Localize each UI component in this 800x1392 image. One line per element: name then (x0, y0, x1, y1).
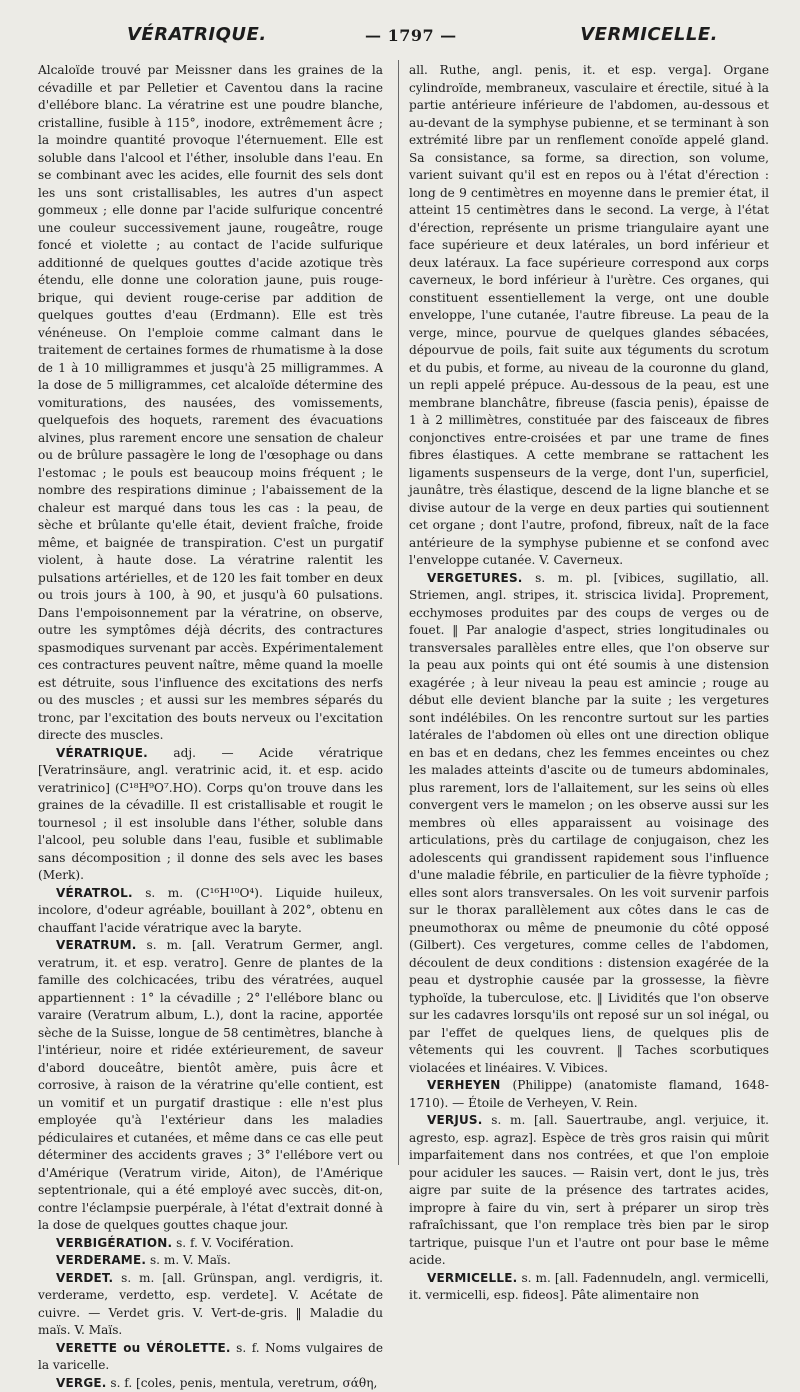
headword: VERJUS. (427, 1113, 483, 1127)
entry-continuation: Alcaloïde trouvé par Meissner dans les graines de la cévadille et par Pelletier et Caventou dans la racine d'ellébore blanc. La vératrine est une poudre blanche, cristalline, fusible à 115°, inodore, extrêmement âcre ; la moindre quantité provoque l'éternuement. Elle est soluble dans l'alcool et l'éther, insoluble dans l'eau. En se combinant avec les acides, elle fournit des sels dont les uns sont cristallisables, les autres d'un aspect gommeux ; elle donne par l'acide sulfurique concentré une couleur successivement jaune, rougeâtre, rouge foncé et violette ; au contact de l'acide sulfurique additionné de quelques gouttes d'acide azotique très étendu, elle donne une coloration jaune, puis rouge-brique, qui devient rouge-cerise par addition de quelques gouttes d'eau (Erdmann). Elle est très vénéneuse. On l'emploie comme calmant dans le traitement de certaines formes de rhumatisme à la dose de 1 à 10 milligrammes et jusqu'à 25 milligrammes. A la dose de 5 milligrammes, cet alcaloïde détermine des vomiturations, des nausées, des vomissements, quelquefois des hoquets, rarement des évacuations alvines, plus rarement encore une sensation de chaleur ou de brûlure passagère le long de l'œsophage ou dans l'estomac ; le pouls est beaucoup moins fréquent ; le nombre des respirations diminue ; l'abaissement de la chaleur est marqué dans tous les cas : la peau, de sèche et brûlante qu'elle était, devient fraîche, froide même, et baignée de transpiration. C'est un purgatif violent, à haute dose. La vératrine ralentit les pulsations artérielles, et de 120 les fait tomber en deux ou trois jours à 100, à 90, et jusqu'à 60 pulsations. Dans l'empoisonnement par la vératrine, on observe, outre les symptômes déjà décrits, des contractures spasmodiques survenant par accès. Expérimentalement ces contractures peuvent naître, même quand la moelle est détruite, sous l'influence des excitations des nerfs ou des muscles ; et aussi sur les membres séparés du tronc, par l'excitation des bouts nerveux ou l'excitation directe des muscles. (38, 62, 383, 745)
entry-vergetures: VERGETURES. s. m. pl. [vibices, sugillatio, all. Striemen, angl. stripes, it. striscica livida]. Proprement, ecchymoses produites par des coups de verges ou de fouet. ‖ Par analogie d'aspect, stries longitudinales ou transversales parallèles entre elles, que l'on observe sur la peau aux points qui ont été soumis à une distension exagérée ; à leur niveau la peau est amincie ; rouge au début elle devient blanche par la suite ; les vergetures sont indélébiles. On les rencontre surtout sur les parties latérales de l'abdomen où elles ont une direction oblique en bas et en dedans, chez les femmes enceintes ou chez les malades atteints d'ascite ou de tumeurs abdominales, plus rarement, lors de l'allaitement, sur les seins où elles convergent vers le mamelon ; on les observe aussi sur les membres où elles apparaissent au voisinage des articulations, près du cartilage de conjugaison, chez les adolescents qui grandissent rapidement sous l'influence d'une maladie fébrile, en particulier de la fièvre typhoïde ; elles sont alors transversales. On les voit survenir parfois sur le thorax parallèlement aux côtes dans le cas de pneumothorax ou même de pneumonie du côté opposé (Gilbert). Ces vergetures, comme celles de l'abdomen, découlent de deux conditions : distension exagérée de la peau et dystrophie causée par la grossesse, la fièvre typhoïde, la tuberculose, etc. ‖ Lividités que l'on observe sur les cadavres lorsqu'ils ont reposé sur un sol inégal, ou par l'effet de quelques liens, de quelques plis de vêtements qui les couvrent. ‖ Taches scorbutiques violacées et linéaires. V. Vibices. (409, 570, 769, 1078)
entry-verette: VERETTE ou VÉROLETTE. s. f. Noms vulgaires de la varicelle. (38, 1340, 383, 1375)
entry-veratrum: VERATRUM. s. m. [all. Veratrum Germer, angl. veratrum, it. et esp. veratro]. Genre de plantes de la famille des colchicacées, tribu des vératrées, auquel appartiennent : 1° la cévadille ; 2° l'ellébore blanc ou varaire (Veratrum album, L.), dont la racine, apportée sèche de la Suisse, longue de 58 centimètres, blanche à l'intérieur, noire et ridée extérieurement, de saveur d'abord douceâtre, bientôt amère, puis âcre et corrosive, à raison de la vératrine qu'elle contient, est un vomitif et un purgatif drastique : elle n'est plus employée qu'à l'extérieur dans les maladies pédiculaires et cutanées, et même dans ce cas elle peut déterminer des accidents graves ; 3° l'ellébore vert ou d'Amérique (Veratrum viride, Aiton), de l'Amérique septentrionale, qui a été employé avec succès, dit-on, contre l'éclampsie puerpérale, à l'état d'extrait donné à la dose de quelques gouttes chaque jour. (38, 937, 383, 1235)
headword: VERGETURES. (427, 571, 523, 585)
entry-veratrol: VÉRATROL. s. m. (C¹⁶H¹⁰O⁴). Liquide huileux, incolore, d'odeur agréable, bouillant à 202°, obtenu en chauffant l'acide vératrique avec la baryte. (38, 885, 383, 938)
entry-vermicelle: VERMICELLE. s. m. [all. Fadennudeln, angl. vermicelli, it. vermicelli, esp. fideos]. Pâte alimentaire non (409, 1270, 769, 1305)
headword: VERETTE ou VÉROLETTE. (56, 1341, 231, 1355)
headword: VERDERAME. (56, 1253, 146, 1267)
headword: VERMICELLE. (427, 1271, 517, 1285)
entry-veratrique: VÉRATRIQUE. adj. — Acide vératrique [Veratrinsäure, angl. veratrinic acid, it. et esp. acido veratrinico] (C¹⁸H⁹O⁷.HO). Corps qu'on trouve dans les graines de la cévadille. Il est cristallisable et rougit le tournesol ; il est insoluble dans l'éther, soluble dans l'alcool, peu soluble dans l'eau, fusible et sublimable sans décomposition ; il donne des sels avec les bases (Merk). (38, 745, 383, 885)
headword: VERDET. (56, 1271, 113, 1285)
header-right-headword: VERMICELLE. (580, 24, 718, 45)
header-left-headword: VÉRATRIQUE. (127, 24, 267, 45)
entry-verjus: VERJUS. s. m. [all. Sauertraube, angl. verjuice, it. agresto, esp. agraz]. Espèce de très gros raisin qui mûrit imparfaitement dans nos contrées, et que l'on emploie pour aciduler les sauces. — Raisin vert, dont le jus, très aigre par suite de la présence des tartrates acides, impropre à faire du vin, sert à préparer un sirop très rafraîchissant, que l'on remplace très bien par le sirop tartrique, puisque l'un et l'autre ont pour base le même acide. (409, 1112, 769, 1270)
running-header (105, 24, 718, 54)
headword: VÉRATRIQUE. (56, 746, 148, 760)
entry-verdet: VERDET. s. m. [all. Grünspan, angl. verdigris, it. verderame, verdetto, esp. verdete]. V. Acétate de cuivre. — Verdet gris. V. Vert-de-gris. ‖ Maladie du maïs. V. Maïs. (38, 1270, 383, 1340)
entry-verheyen: VERHEYEN (Philippe) (anatomiste flamand, 1648-1710). — Étoile de Verheyen, V. Rein. (409, 1077, 769, 1112)
page-number: — 1797 — (365, 26, 457, 45)
headword: VERBIGÉRATION. (56, 1236, 172, 1250)
entry-verge: VERGE. s. f. [coles, penis, mentula, veretrum, σάθη, (38, 1375, 383, 1392)
headword: VERHEYEN (427, 1078, 501, 1092)
entry-continuation: all. Ruthe, angl. penis, it. et esp. verga]. Organe cylindroïde, membraneux, vasculaire et érectile, situé à la partie antérieure inférieure de l'abdomen, au-dessous et au-devant de la symphyse pubienne, et se terminant à son extrémité libre par un renflement conoïde appelé gland. Sa consistance, sa forme, sa direction, son volume, varient suivant qu'il est en repos ou à l'état d'érection : long de 9 centimètres en moyenne dans le premier état, il atteint 15 centimètres dans le second. La verge, à l'état d'érection, représente un prisme triangulaire ayant une face supérieure et deux latérales, un bord inférieur et deux latéraux. La face supérieure correspond aux corps caverneux, le bord inférieur à l'urètre. Ces organes, qui constituent essentiellement la verge, ont une double enveloppe, l'une cutanée, l'autre fibreuse. La peau de la verge, mince, pourvue de quelques glandes sébacées, dépourvue de poils, fait suite aux téguments du scrotum et du pubis, et forme, au niveau de la couronne du gland, un repli appelé prépuce. Au-dessous de la peau, est une membrane blanchâtre, fibreuse (fascia penis), épaisse de 1 à 2 millimètres, constituée par des faisceaux de fibres conjonctives entre-croisées et par une trame de fines fibres élastiques. A cette membrane se rattachent les ligaments suspenseurs de la verge, dont l'un, superficiel, jaunâtre, très élastique, descend de la ligne blanche et se divise autour de la verge en deux parties qui soutiennent cet organe ; dont l'autre, profond, fibreux, naît de la face antérieure de la symphyse pubienne et se confond avec l'enveloppe cutanée. V. Caverneux. (409, 62, 769, 570)
column-divider (398, 60, 399, 1165)
left-column (38, 62, 383, 1162)
right-column (409, 62, 769, 1162)
headword: VERGE. (56, 1376, 107, 1390)
headword: VERATRUM. (56, 938, 137, 952)
entry-verbigeration: VERBIGÉRATION. s. f. V. Vocifération. (38, 1235, 383, 1253)
headword: VÉRATROL. (56, 886, 133, 900)
entry-verderame: VERDERAME. s. m. V. Maïs. (38, 1252, 383, 1270)
